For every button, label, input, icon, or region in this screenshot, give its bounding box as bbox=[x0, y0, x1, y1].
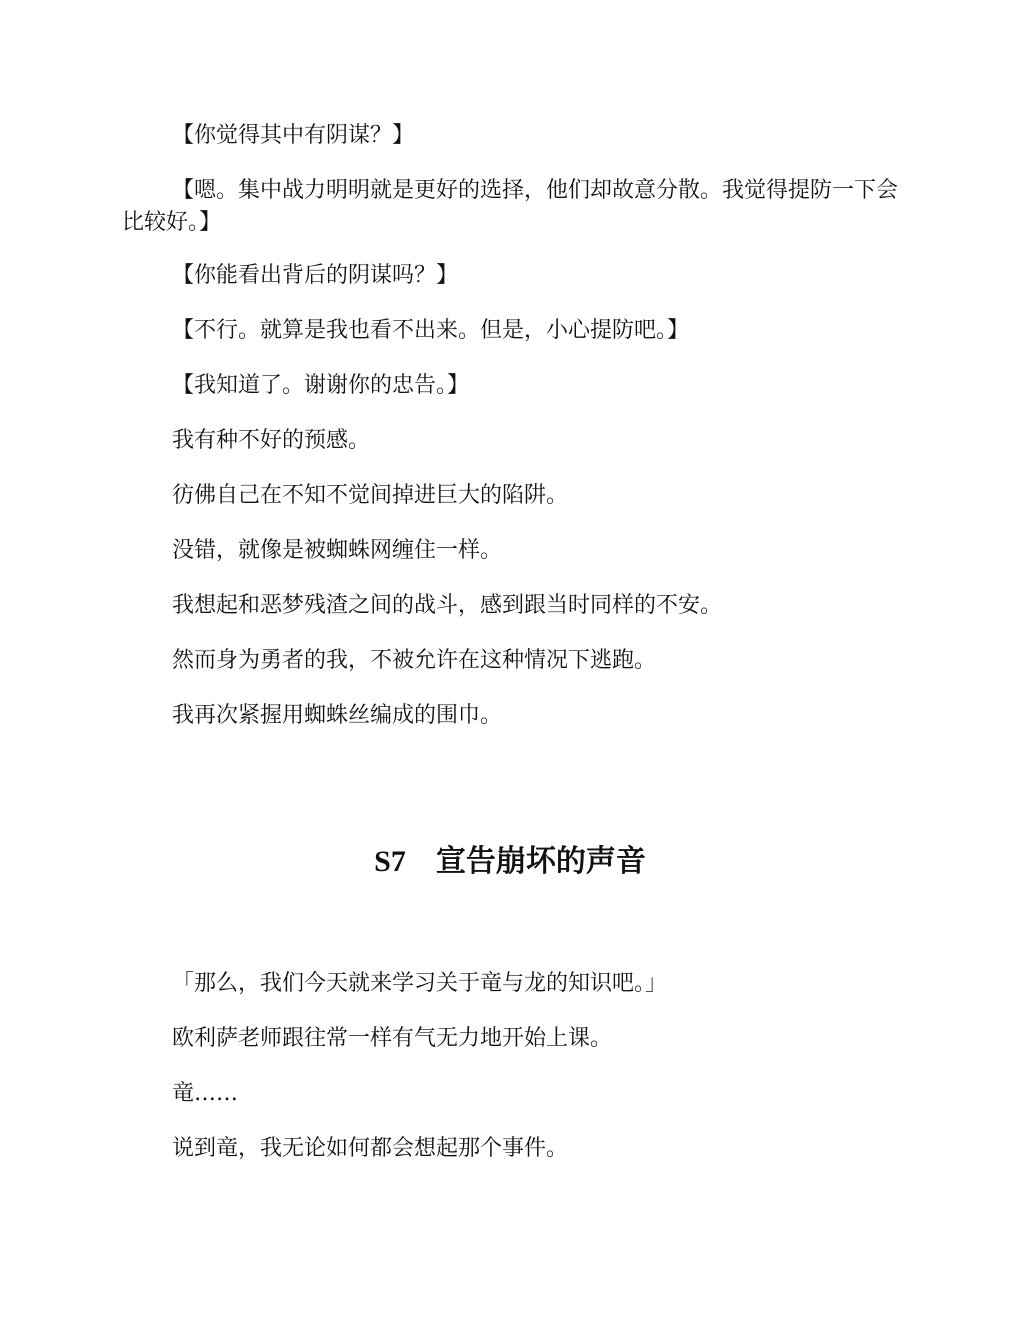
paragraph: 我再次紧握用蜘蛛丝编成的围巾。 bbox=[172, 703, 503, 728]
paragraph: 【不行。就算是我也看不出来。但是，小心提防吧。】 bbox=[172, 318, 690, 343]
paragraph: 我想起和恶梦残渣之间的战斗，感到跟当时同样的不安。 bbox=[172, 593, 723, 618]
section-title: 宣告崩坏的声音 bbox=[435, 844, 646, 879]
paragraph: 「那么，我们今天就来学习关于竜与龙的知识吧。」 bbox=[172, 971, 668, 996]
paragraph: 欧利萨老师跟往常一样有气无力地开始上课。 bbox=[172, 1026, 613, 1051]
paragraph: 彷佛自己在不知不觉间掉进巨大的陷阱。 bbox=[172, 483, 569, 508]
paragraph: 说到竜，我无论如何都会想起那个事件。 bbox=[172, 1136, 569, 1161]
section-number: S7 bbox=[374, 845, 406, 878]
section-heading bbox=[0, 842, 1020, 882]
paragraph: 【嗯。集中战力明明就是更好的选择，他们却故意分散。我觉得提防一下会比较好。】 bbox=[122, 178, 899, 235]
paragraph: 【你能看出背后的阴谋吗？】 bbox=[172, 263, 459, 288]
paragraph: 【你觉得其中有阴谋？】 bbox=[172, 123, 415, 148]
paragraph: 竜…… bbox=[172, 1081, 239, 1106]
paragraph: 我有种不好的预感。 bbox=[172, 428, 371, 453]
paragraph: 然而身为勇者的我，不被允许在这种情况下逃跑。 bbox=[172, 648, 657, 673]
paragraph: 没错，就像是被蜘蛛网缠住一样。 bbox=[172, 538, 503, 563]
paragraph: 【我知道了。谢谢你的忠告。】 bbox=[172, 373, 470, 398]
